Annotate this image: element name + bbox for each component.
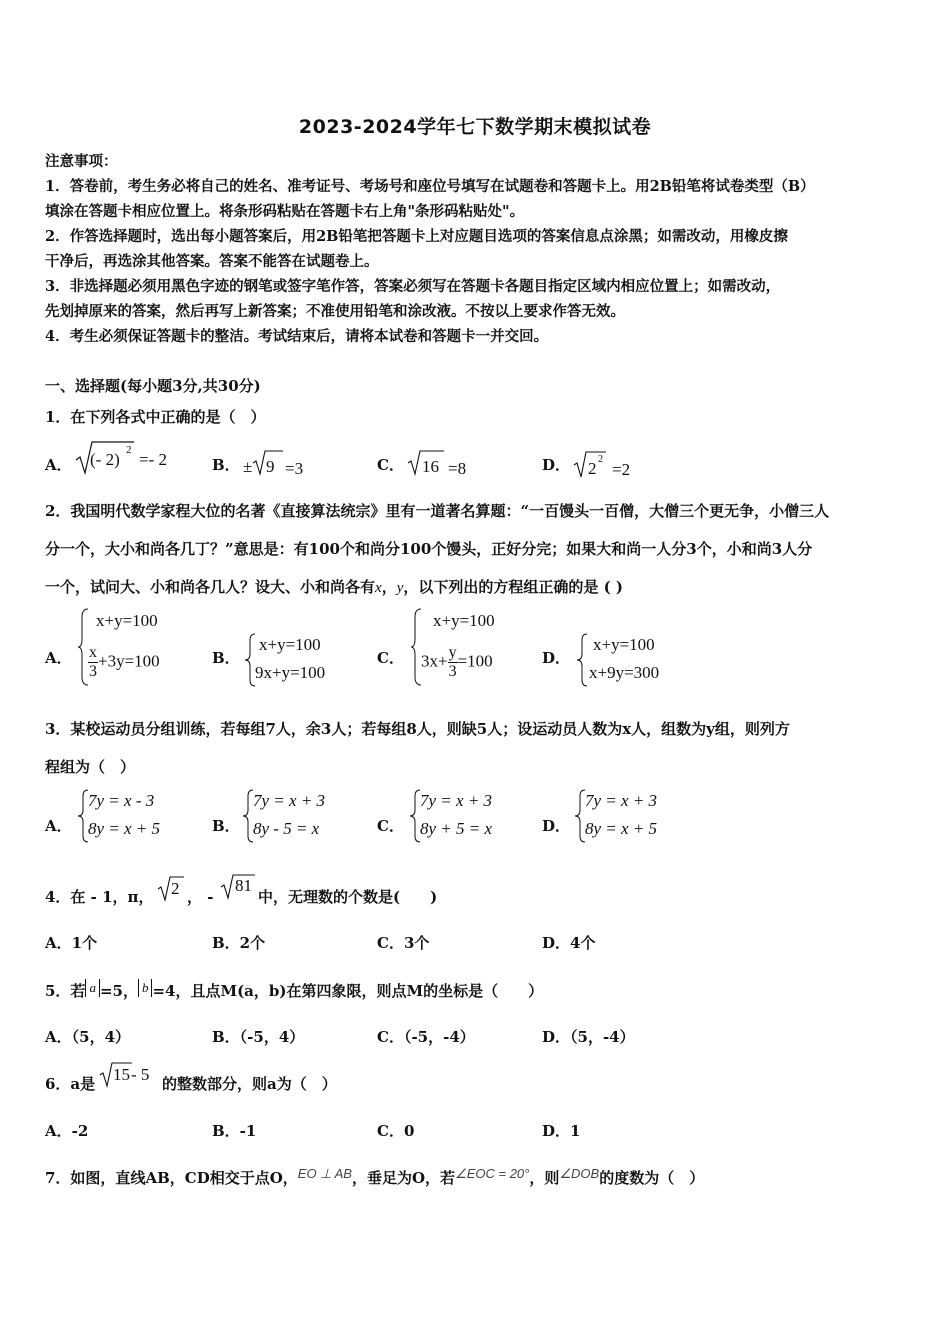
notice-line: 2．作答选择题时，选出每小题答案后，用2B铅笔把答题卡上对应题目选项的答案信息点涂黑；如需改动，用橡皮擦 xyxy=(45,228,788,245)
q2-option-b-system: x+y=100 9x+y=100 xyxy=(245,632,355,688)
q2-option-d-system: x+y=100 x+9y=300 xyxy=(577,632,687,688)
notice-line: 先划掉原来的答案，然后再写上新答案；不准使用铅笔和涂改液。不按以上要求作答无效。 xyxy=(45,303,625,320)
q3-option-b-label: B． xyxy=(212,817,240,835)
q1-option-d-expr: 2 2 =2 xyxy=(574,448,654,480)
notice-line: 填涂在答题卡相应位置上。将条形码粘贴在答题卡右上角"条形码粘贴处"。 xyxy=(45,203,525,220)
notice-heading: 注意事项： xyxy=(45,153,118,170)
left-brace-icon xyxy=(577,632,589,688)
question-4-stem: 4．在 - 1，π， xyxy=(45,888,154,906)
question-3-stem: 3．某校运动员分组训练，若每组7人，余3人；若每组8人，则缺5人；设运动员人数为x人，组数为y组，则列方 xyxy=(45,720,790,738)
q3-option-d-label: D． xyxy=(542,817,571,835)
q3-option-c-system: 7y = x + 3 8y + 5 = x xyxy=(410,788,520,844)
question-6-stem: 6．a是 xyxy=(45,1075,96,1093)
q2-option-c-system: x+y=100 3x+ $\frac{y}{3}$ =100 xyxy=(411,607,526,687)
q5-option-b: B．（-5，4） xyxy=(212,1028,305,1046)
q6-option-b: B．-1 xyxy=(212,1122,257,1140)
q1-option-a-label: A． xyxy=(45,456,72,474)
question-2-stem: 一个，试问大、小和尚各几人？设大、小和尚各有x，y，以下列出的方程组正确的是 ( ) xyxy=(45,578,624,596)
question-2-stem: 2．我国明代数学家程大位的名著《直接算法统宗》里有一道著名算题：“一百馒头一百僧，大僧三个更无争，小僧三人 xyxy=(45,502,830,520)
q1-option-b-label: B． xyxy=(212,456,240,474)
q4-sqrt81: 81 xyxy=(221,872,261,902)
q4-option-d: D．4个 xyxy=(542,934,596,952)
q2-option-a-system: x+y=100 $\frac{x}{3}$ +3y=100 xyxy=(78,607,188,687)
question-2-stem: 分一个，大小和尚各几丁？”意思是：有100个和尚分100个馒头，正好分完；如果大和尚一人分3个，小和尚3人分 xyxy=(45,540,813,558)
q4-option-b: B．2个 xyxy=(212,934,266,952)
q1-option-b-expr: ± 9 =3 xyxy=(243,448,323,478)
notice-line: 1．答卷前，考生务必将自己的姓名、准考证号、考场号和座位号填写在试题卷和答题卡上。用2B铅笔将试卷类型（B） xyxy=(45,178,815,195)
q5-option-d: D．（5，-4） xyxy=(542,1028,635,1046)
q4-sqrt2: 2 xyxy=(158,874,188,904)
q4-separator: ， - xyxy=(187,888,214,906)
question-1-stem: 1．在下列各式中正确的是（ ） xyxy=(45,408,266,426)
q4-stem-end: 中，无理数的个数是( ) xyxy=(258,888,438,906)
q5-option-a: A．（5，4） xyxy=(45,1028,131,1046)
notice-line: 干净后，再选涂其他答案。答案不能答在试题卷上。 xyxy=(45,253,379,270)
q1-option-a-expr: (- 2) 2 =- 2 xyxy=(76,440,186,476)
notice-line: 4．考生必须保证答题卡的整洁。考试结束后，请将本试卷和答题卡一并交回。 xyxy=(45,328,549,345)
q6-option-d: D．1 xyxy=(542,1122,581,1140)
q6-sqrt15-minus-5: 15 - 5 xyxy=(100,1060,164,1090)
section-heading: 一、选择题(每小题3分,共30分) xyxy=(45,377,261,395)
q1-option-c-expr: 16 =8 xyxy=(408,448,488,478)
q3-option-b-system: 7y = x + 3 8y - 5 = x xyxy=(243,788,353,844)
q3-option-a-system: 7y = x - 3 8y = x + 5 xyxy=(78,788,188,844)
q6-option-a: A．-2 xyxy=(45,1122,89,1140)
q2-option-c-label: C． xyxy=(377,649,404,667)
q3-option-c-label: C． xyxy=(377,817,404,835)
q1-option-d-label: D． xyxy=(542,456,571,474)
q1-option-c-label: C． xyxy=(377,456,404,474)
q5-option-c: C．（-5，-4） xyxy=(377,1028,475,1046)
notice-line: 3．非选择题必须用黑色字迹的钢笔或签字笔作答，答案必须写在答题卡各题目指定区域内相应位置上；如需改动， xyxy=(45,278,781,295)
q6-option-c: C．0 xyxy=(377,1122,415,1140)
q3-option-d-system: 7y = x + 3 8y = x + 5 xyxy=(575,788,685,844)
q4-option-a: A．1个 xyxy=(45,934,98,952)
q3-option-a-label: A． xyxy=(45,817,72,835)
q4-option-c: C．3个 xyxy=(377,934,430,952)
page-title: 2023-2024学年七下数学期末模拟试卷 xyxy=(298,116,652,138)
q2-option-b-label: B． xyxy=(212,649,240,667)
q2-option-d-label: D． xyxy=(542,649,571,667)
question-7-stem: 7．如图，直线AB，CD相交于点O，EO ⊥ AB，垂足为O，若∠EOC = 20°，则∠DOB的度数为（ ） xyxy=(45,1166,705,1187)
q6-stem-end: 的整数部分，则a为（ ） xyxy=(162,1075,337,1093)
q2-option-a-label: A． xyxy=(45,649,72,667)
question-3-stem: 程组为（ ） xyxy=(45,758,136,776)
question-5-stem: 5．若 a =5， b =4，且点M(a，b)在第四象限，则点M的坐标是（ ） xyxy=(45,980,544,1000)
